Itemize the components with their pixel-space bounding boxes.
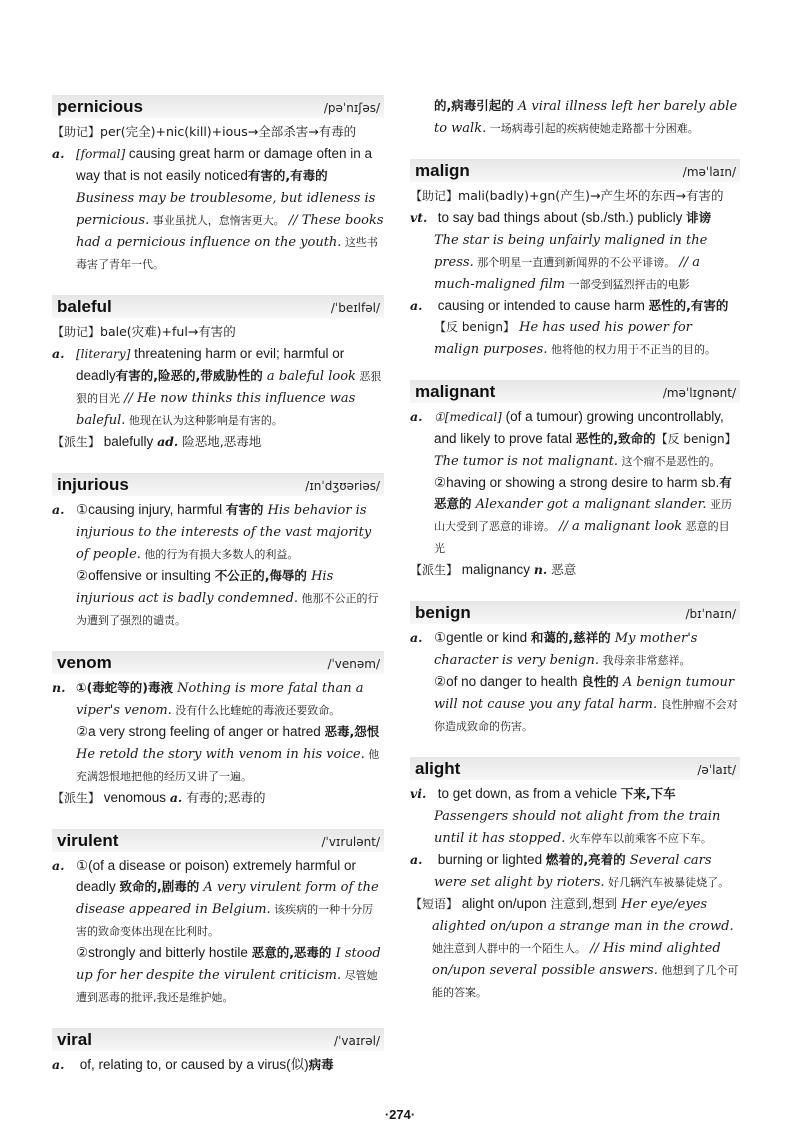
example-translation: 没有什么比蝰蛇的毒液还要致命。 [171, 704, 341, 717]
example-translation: 这些书毒害了青年一代。 [76, 236, 378, 271]
example-translation: 良性肿瘤不会对你造成致命的伤害。 [434, 698, 738, 733]
definition [52, 677, 384, 721]
mnemonic-text: mali(badly)+gn(产生)→产生坏的东西→有害的 [458, 188, 724, 203]
example-sentence: My mother's character is very benign. [434, 631, 698, 668]
derivative-meaning: 恶意 [547, 562, 577, 577]
definition-text: causing great harm or damage often in a way that is not easily noticed [76, 146, 373, 183]
phonetic: /ˈbeɪlfəl/ [330, 301, 380, 315]
definition [410, 472, 740, 559]
derivative-meaning: 险恶地,恶毒地 [178, 434, 262, 449]
example-translation: 她注意到人群中的一个陌生人。 [432, 942, 586, 955]
example-translation: 他充满怨恨地把他的经历又讲了一遍。 [76, 748, 380, 783]
example-sentence: He now thinks this influence was baleful. [76, 391, 356, 428]
example-sentence: These books had a pernicious influence on the youth. [76, 213, 384, 250]
headword: injurious [57, 475, 129, 494]
example-translation: 一部受到猛烈抨击的电影 [565, 278, 690, 291]
example-translation: 恶意的目光 [434, 520, 730, 555]
definition-text: ②strongly and bitterly hostile [76, 945, 252, 960]
phonetic: /məˈlɪɡnənt/ [662, 386, 736, 400]
entry-viral [52, 1028, 384, 1075]
derivative-word: malignancy [458, 562, 534, 577]
phonetic: /məˈlaɪn/ [682, 165, 736, 179]
definition [410, 95, 740, 139]
separator: // [120, 391, 138, 406]
example-sentence: He has used his power for malign purposes. [434, 320, 692, 357]
usage-label: [formal] [76, 147, 126, 161]
phonetic: /ˈvɪrulənt/ [321, 835, 380, 849]
example-sentence: Business may be troublesome, but idleness is pernicious. [76, 191, 376, 228]
example-translation: 他想到了几个可能的答案。 [432, 964, 739, 999]
definition [410, 627, 740, 671]
phrase-text: alight on/upon [458, 896, 547, 911]
derivative [52, 431, 384, 453]
definition-text: threatening harm or evil; harmful or deadly [76, 346, 345, 383]
example-translation: 该疾病的一种十分厉害的致命变体出现在比利时。 [76, 903, 374, 938]
example-sentence: A viral illness left her barely able to walk. [434, 99, 738, 136]
part-of-speech: vi. [410, 786, 427, 801]
phonetic: /bɪˈnaɪn/ [685, 607, 736, 621]
chinese-meaning: 诽谤 [686, 210, 712, 225]
headword: baleful [57, 297, 112, 316]
definition [52, 343, 384, 431]
entry-venom [52, 651, 384, 809]
headword: pernicious [57, 97, 143, 116]
entry-header [52, 651, 384, 674]
derivative-pos: a. [169, 790, 183, 805]
definition [52, 855, 384, 942]
derivative-tag: 【派生】 [52, 791, 101, 805]
right-column [410, 95, 740, 1023]
definition [52, 565, 384, 631]
example-translation: 尽管她遭到恶毒的批评,我还是维护她。 [76, 969, 378, 1004]
headword: benign [415, 603, 471, 622]
derivative-word: venomous [100, 790, 170, 805]
definition-text: burning or lighted [434, 852, 546, 867]
definition-text: ②having or showing a strong desire to harm sb. [434, 475, 720, 490]
chinese-meaning: 有害的 [225, 502, 264, 517]
definition [410, 295, 740, 360]
example-sentence: A very virulent form of the disease appeared in Belgium. [76, 880, 379, 917]
part-of-speech: a. [52, 502, 65, 517]
entry-header [52, 473, 384, 496]
entry-injurious [52, 473, 384, 631]
example-translation: 亚历山大受到了恶意的诽谤。 [434, 498, 733, 533]
entry-header [410, 601, 740, 624]
part-of-speech: a. [52, 146, 65, 161]
example-sentence: Nothing is more fatal than a viper's venom. [76, 681, 364, 718]
part-of-speech: a. [410, 298, 423, 313]
mnemonic-text: bale(灾难)+ful→有害的 [100, 324, 236, 339]
separator: // [586, 941, 604, 956]
chinese-meaning: 恶毒,怨恨 [324, 724, 380, 739]
entry-header [52, 829, 384, 852]
definition-text: to say bad things about (sb./sth.) publicly [434, 210, 687, 225]
example-translation: 他那不公正的行为遭到了强烈的谴责。 [76, 592, 379, 627]
entry-header [52, 295, 384, 318]
derivative-tag: 【派生】 [410, 563, 459, 577]
chinese-meaning: 不公正的,侮辱的 [214, 568, 307, 583]
definition [52, 499, 384, 565]
chinese-meaning: 有恶意的 [434, 475, 732, 511]
separator: // [675, 255, 693, 270]
definition-text: ①causing injury, harmful [76, 502, 226, 517]
part-of-speech: a. [52, 1057, 65, 1072]
mnemonic-tag: 【助记】 [52, 325, 101, 339]
mnemonic-tag: 【助记】 [410, 189, 459, 203]
headword: malign [415, 161, 470, 180]
chinese-meaning: 有害的,险恶的,带威胁性的 [115, 368, 263, 383]
headword: venom [57, 653, 112, 672]
chinese-meaning: 的,病毒引起的 [434, 98, 514, 113]
definition-text: causing or intended to cause harm [434, 298, 649, 313]
definition-text: of, relating to, or caused by a virus(似) [76, 1057, 309, 1072]
definition [410, 783, 740, 849]
definition [52, 942, 384, 1008]
mnemonic-tag: 【助记】 [52, 125, 101, 139]
entry-header [52, 1028, 384, 1051]
chinese-meaning: 和蔼的,慈祥的 [530, 630, 611, 645]
mnemonic [410, 185, 740, 207]
definition [410, 671, 740, 737]
definition [410, 849, 740, 893]
definition [52, 143, 384, 275]
chinese-meaning: 病毒 [308, 1057, 334, 1072]
example-translation: 我母亲非常慈祥。 [598, 654, 691, 667]
entry-viral-continued [410, 95, 740, 139]
entry-header [52, 95, 384, 118]
example-translation: 那个明星一直遭到新闻界的不公平诽谤。 [473, 256, 676, 269]
headword: alight [415, 759, 461, 778]
example-sentence: His mind alighted on/upon several possible answers. [432, 941, 721, 978]
entry-header [410, 380, 740, 403]
example-sentence: His injurious act is badly condemned. [76, 569, 334, 606]
phonetic: /ˈvaɪrəl/ [334, 1034, 380, 1048]
separator: // [555, 519, 573, 534]
example-translation: 火车停车以前乘客不应下车。 [565, 832, 712, 845]
example-translation: 恶狠狠的目光 [76, 370, 382, 405]
chinese-meaning: 恶意的,恶毒的 [251, 945, 332, 960]
usage-label: ①[medical] [434, 410, 502, 424]
chinese-meaning: 良性的 [581, 674, 619, 689]
example-translation: 他将他的权力用于不正当的目的。 [547, 343, 716, 356]
separator: // [284, 213, 302, 228]
derivative-tag: 【派生】 [52, 435, 101, 449]
part-of-speech: a. [52, 346, 65, 361]
example-sentence: Passengers should not alight from the train until it has stopped. [434, 809, 721, 846]
example-sentence: The tumor is not malignant. [434, 454, 619, 469]
example-sentence: His behavior is injurious to the interests of the vast majority of people. [76, 503, 372, 562]
chinese-meaning: 致命的,剧毒的 [119, 879, 200, 894]
headword: malignant [415, 382, 496, 401]
derivative-pos: n. [533, 562, 548, 577]
headword: viral [57, 1030, 92, 1049]
phonetic: /əˈlaɪt/ [697, 763, 736, 777]
example-translation: 他的行为有损大多数人的利益。 [140, 548, 299, 561]
definition-text: ①(of a disease or poison) extremely harmful or deadly [76, 858, 356, 894]
definition [52, 721, 384, 787]
usage-label: [literary] [76, 347, 131, 361]
example-translation: 事业虽扰人，怠惰害更大。 [149, 214, 285, 227]
entry-header [410, 159, 740, 182]
chinese-meaning: 下来,下车 [620, 786, 676, 801]
part-of-speech: a. [410, 409, 423, 424]
phonetic: /pəˈnɪʃəs/ [323, 101, 380, 115]
entry-malignant [410, 380, 740, 581]
example-translation: 这个瘤不是恶性的。 [618, 455, 721, 468]
derivative [410, 559, 740, 581]
phrase-meaning: 注意到,想到 [546, 896, 618, 911]
example-sentence: The star is being unfairly maligned in the press. [434, 233, 708, 270]
antonym: 【反 benign】 [655, 432, 737, 446]
antonym: 【反 benign】 [434, 320, 515, 334]
phonetic: /ˈvenəm/ [327, 657, 380, 671]
mnemonic [52, 121, 384, 143]
definition [52, 1054, 384, 1075]
entry-pernicious [52, 95, 384, 275]
definition-text: ①gentle or kind [434, 630, 531, 645]
part-of-speech: n. [52, 680, 66, 695]
example-sentence: Alexander got a malignant slander. [471, 497, 707, 512]
chinese-meaning: 恶性的,有害的 [648, 298, 729, 313]
definition [410, 207, 740, 295]
derivative-meaning: 有毒的;恶毒的 [182, 790, 266, 805]
part-of-speech: a. [52, 858, 65, 873]
page-number: ·274· [384, 1107, 416, 1122]
derivative-pos: ad. [157, 434, 179, 449]
chinese-meaning: 有害的,有毒的 [247, 168, 328, 183]
part-of-speech: a. [410, 852, 423, 867]
left-column [52, 95, 384, 1095]
phonetic: /ɪnˈdʒʊəriəs/ [305, 479, 380, 493]
definition-text: (of a tumour) growing uncontrollably, and likely to prove fatal [434, 409, 724, 446]
example-sentence: A benign tumour will not cause you any fatal harm. [434, 675, 735, 712]
chinese-meaning: 燃着的,亮着的 [545, 852, 626, 867]
part-of-speech: a. [410, 630, 423, 645]
example-sentence: a baleful look [262, 369, 356, 384]
example-translation: 好几辆汽车被暴徒烧了。 [604, 876, 730, 889]
entry-baleful [52, 295, 384, 453]
definition [410, 406, 740, 472]
entry-malign [410, 159, 740, 360]
entry-virulent [52, 829, 384, 1008]
chinese-meaning: ①(毒蛇等的)毒液 [76, 680, 174, 695]
headword: virulent [57, 831, 119, 850]
example-sentence: I stood up for her despite the virulent criticism. [76, 946, 381, 983]
example-translation: 他现在认为这种影响是有害的。 [125, 414, 283, 427]
definition-text: ②of no danger to health [434, 674, 582, 689]
entry-header [410, 757, 740, 780]
mnemonic [52, 321, 384, 343]
definition-text: ②offensive or insulting [76, 568, 215, 583]
example-sentence: a much-maligned film [434, 255, 701, 292]
example-sentence: Several cars were set alight by rioters. [434, 853, 712, 890]
entry-alight [410, 757, 740, 1003]
phrase [410, 893, 740, 1003]
example-translation: 一场病毒引起的疾病使她走路都十分困难。 [486, 122, 699, 135]
definition-text: to get down, as from a vehicle [434, 786, 621, 801]
example-sentence: Her eye/eyes alighted on/upon a strange man in the crowd. [432, 897, 734, 934]
part-of-speech: vt. [410, 210, 428, 225]
entry-benign [410, 601, 740, 737]
chinese-meaning: 恶性的,致命的 [575, 431, 656, 446]
derivative [52, 787, 384, 809]
example-sentence: a malignant look [572, 519, 683, 534]
definition-text: ②a very strong feeling of anger or hatred [76, 724, 325, 739]
mnemonic-text: per(完全)+nic(kill)+ious→全部杀害→有毒的 [100, 124, 357, 139]
phrase-tag: 【短语】 [410, 897, 459, 911]
example-sentence: He retold the story with venom in his voice. [76, 747, 365, 762]
derivative-word: balefully [100, 434, 158, 449]
